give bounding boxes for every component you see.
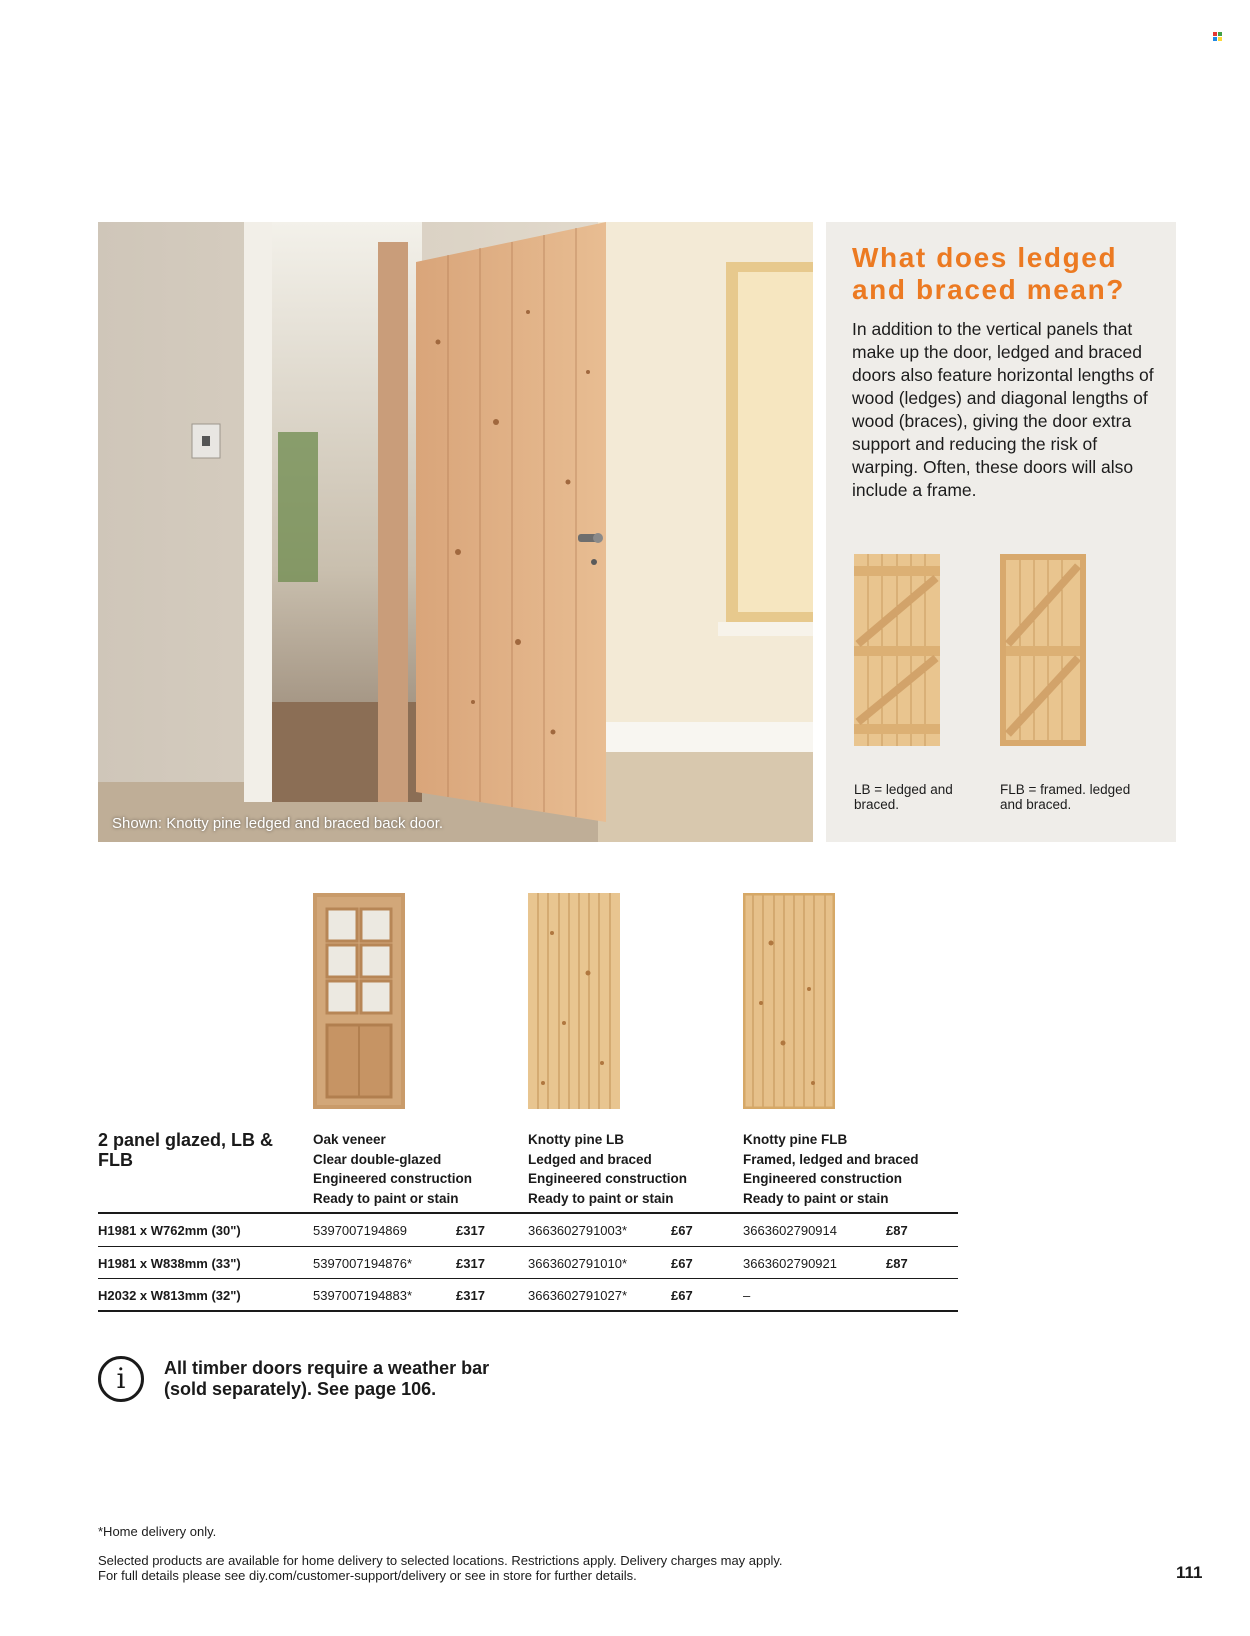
product-line: Ready to paint or stain bbox=[528, 1190, 674, 1206]
table-row bbox=[98, 1246, 958, 1278]
delivery-line: Selected products are available for home delivery to selected locations. Restrictions apply. Delivery charges may apply. bbox=[98, 1553, 783, 1568]
price-cell: £87 bbox=[886, 1223, 908, 1238]
product-line: Ready to paint or stain bbox=[743, 1190, 889, 1206]
info-panel bbox=[826, 222, 1176, 842]
page-number: 111 bbox=[1176, 1563, 1203, 1582]
product-line: Clear double-glazed bbox=[313, 1151, 442, 1167]
product-description-lb bbox=[528, 1130, 748, 1208]
product-code-cell: – bbox=[743, 1288, 751, 1303]
product-code-cell: 3663602790914 bbox=[743, 1223, 837, 1238]
table-row bbox=[98, 1214, 958, 1246]
info-icon: i bbox=[98, 1356, 144, 1402]
price-cell: £67 bbox=[671, 1256, 693, 1271]
hero-caption: Shown: Knotty pine ledged and braced back door. bbox=[112, 815, 444, 832]
product-line: Engineered construction bbox=[743, 1171, 903, 1186]
oak-glazed-door-image bbox=[313, 893, 405, 1109]
brand-mark-icon bbox=[1213, 32, 1222, 41]
product-description-oak bbox=[313, 1130, 533, 1208]
info-title: What does ledged and braced mean? bbox=[852, 242, 1126, 305]
product-line: Ready to paint or stain bbox=[313, 1190, 459, 1206]
lb-door-diagram bbox=[854, 554, 940, 746]
product-code-cell: 3663602791003* bbox=[528, 1223, 628, 1238]
price-cell: £317 bbox=[456, 1223, 485, 1238]
knotty-pine-lb-door-image bbox=[528, 893, 620, 1109]
product-code-cell: 3663602791010* bbox=[528, 1256, 628, 1271]
product-line: Framed, ledged and braced bbox=[743, 1151, 919, 1167]
delivery-info bbox=[98, 1553, 998, 1583]
price-cell: £67 bbox=[671, 1288, 693, 1303]
product-line: Oak veneer bbox=[313, 1132, 386, 1147]
flb-caption: FLB = framed. ledged and braced. bbox=[1000, 782, 1131, 812]
info-body: In addition to the vertical panels that make up the door, ledged and braced doors also feature horizontal lengths of wood (ledges) and diagonal lengths of wood (braces), giving the door extra support and reducing the risk of warping. Often, these doors will also include a frame. bbox=[852, 319, 1154, 500]
product-line: Engineered construction bbox=[313, 1171, 473, 1186]
product-line: Engineered construction bbox=[528, 1171, 688, 1186]
hero-image bbox=[98, 222, 813, 842]
range-title: 2 panel glazed, LB & FLB bbox=[98, 1130, 274, 1170]
price-cell: £87 bbox=[886, 1256, 908, 1271]
spec-table bbox=[98, 1212, 958, 1312]
size-cell: H1981 x W762mm (30") bbox=[98, 1223, 241, 1238]
table-row bbox=[98, 1278, 958, 1310]
price-cell: £317 bbox=[456, 1288, 485, 1303]
flb-door-diagram bbox=[1000, 554, 1086, 746]
footnote: *Home delivery only. bbox=[98, 1524, 217, 1539]
price-cell: £67 bbox=[671, 1223, 693, 1238]
price-cell: £317 bbox=[456, 1256, 485, 1271]
weather-bar-notice: All timber doors require a weather bar (sold separately). See page 106. bbox=[164, 1358, 490, 1399]
lb-caption: LB = ledged and braced. bbox=[854, 782, 953, 812]
delivery-line: For full details please see diy.com/customer-support/delivery or see in store for further details. bbox=[98, 1568, 637, 1583]
size-cell: H2032 x W813mm (32") bbox=[98, 1288, 241, 1303]
knotty-pine-flb-door-image bbox=[743, 893, 835, 1109]
product-code-cell: 5397007194876* bbox=[313, 1256, 413, 1271]
product-line: Knotty pine FLB bbox=[743, 1132, 848, 1147]
product-code-cell: 3663602790921 bbox=[743, 1256, 837, 1271]
product-code-cell: 5397007194869 bbox=[313, 1223, 407, 1238]
product-code-cell: 3663602791027* bbox=[528, 1288, 628, 1303]
product-code-cell: 5397007194883* bbox=[313, 1288, 413, 1303]
product-line: Knotty pine LB bbox=[528, 1132, 624, 1147]
size-cell: H1981 x W838mm (33") bbox=[98, 1256, 241, 1271]
product-description-flb bbox=[743, 1130, 963, 1208]
product-line: Ledged and braced bbox=[528, 1151, 652, 1167]
